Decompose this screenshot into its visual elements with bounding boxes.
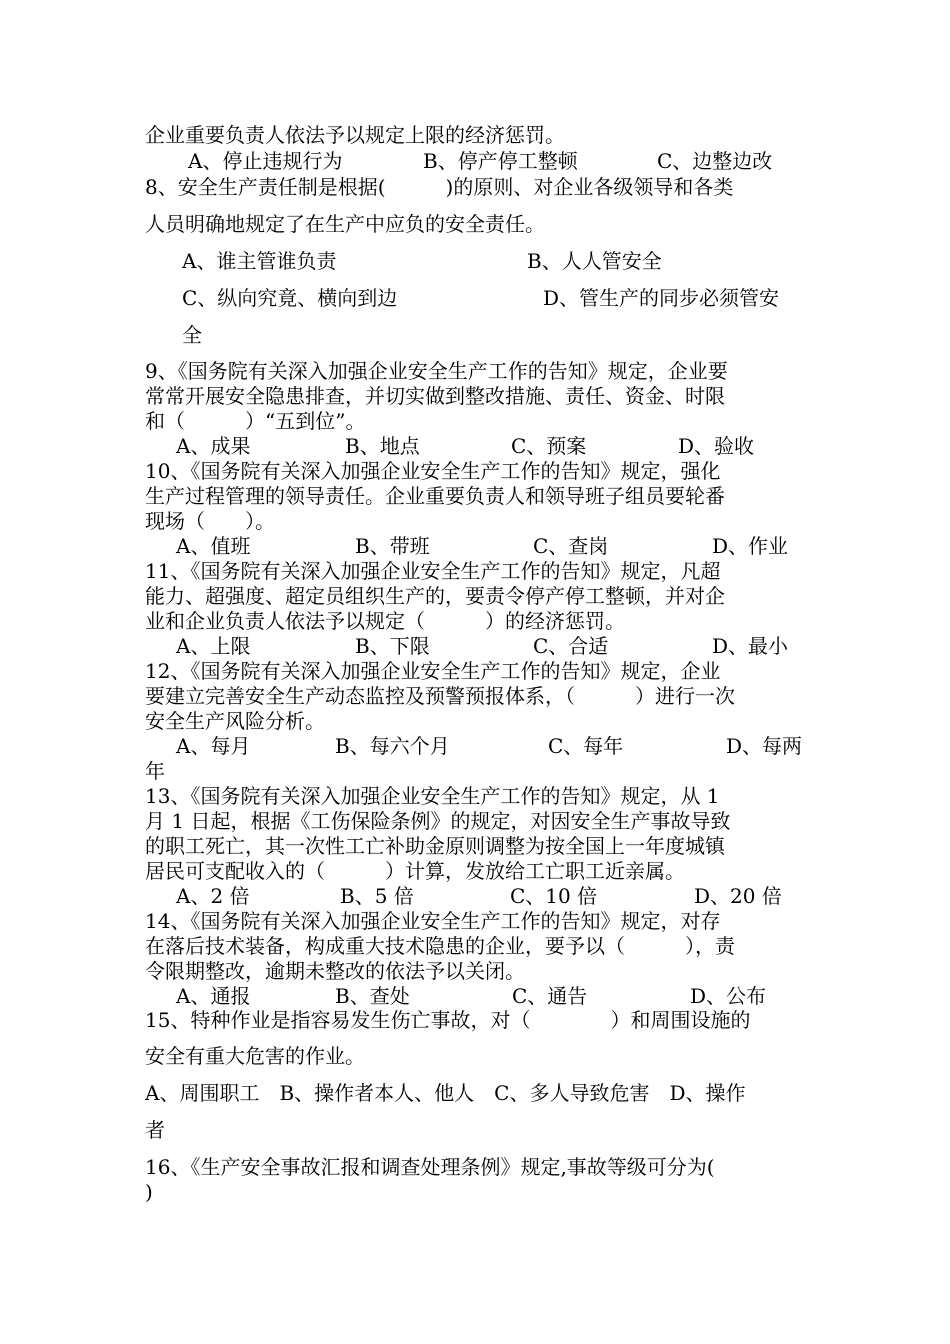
- q8-line-1: 8、安全生产责任制是根据( )的原则、对企业各级领导和各类: [145, 175, 734, 199]
- q9-option-a: A、成果: [176, 434, 251, 458]
- q9-line-3: 和（ ）“五到位”。: [145, 409, 366, 433]
- q15-option-wrap: 者: [145, 1118, 165, 1142]
- q14-option-d: D、公布: [690, 984, 767, 1008]
- q11-line-1: 11、《国务院有关深入加强企业安全生产工作的告知》规定，凡超: [145, 559, 721, 583]
- q14-option-a: A、通报: [176, 984, 251, 1008]
- q8-option-wrap: 全: [182, 323, 202, 347]
- q11-option-a: A、上限: [176, 634, 251, 658]
- q7-option-b: B、停产停工整顿: [423, 149, 578, 173]
- q9-line-1: 9、《国务院有关深入加强企业安全生产工作的告知》规定，企业要: [145, 359, 728, 383]
- intro-line: 企业重要负责人依法予以规定上限的经济惩罚。: [145, 123, 565, 147]
- q11-option-c: C、合适: [533, 634, 609, 658]
- q10-line-2: 生产过程管理的领导责任。企业重要负责人和领导班子组员要轮番: [145, 484, 725, 508]
- q13-line-3: 的职工死亡，其一次性工亡补助金原则调整为按全国上一年度城镇: [145, 834, 725, 858]
- q12-option-b: B、每六个月: [335, 734, 450, 758]
- q10-option-a: A、值班: [176, 534, 251, 558]
- q12-line-2: 要建立完善安全生产动态监控及预警预报体系，（ ）进行一次: [145, 684, 735, 708]
- q13-option-d: D、20 倍: [694, 884, 782, 908]
- q9-option-c: C、预案: [511, 434, 587, 458]
- q15-options-line: A、周围职工 B、操作者本人、他人 C、多人导致危害 D、操作: [145, 1081, 746, 1105]
- q9-line-2: 常常开展安全隐患排查，并切实做到整改措施、责任、资金、时限: [145, 384, 725, 408]
- q8-option-a: A、谁主管谁负责: [182, 249, 337, 273]
- q15-line-1: 15、特种作业是指容易发生伤亡事故，对（ ）和周围设施的: [145, 1008, 751, 1032]
- q12-line-1: 12、《国务院有关深入加强企业安全生产工作的告知》规定，企业: [145, 659, 721, 683]
- q16-line-1: 16、《生产安全事故汇报和调查处理条例》规定,事故等级可分为(: [145, 1155, 715, 1179]
- q11-option-b: B、下限: [355, 634, 430, 658]
- q9-option-b: B、地点: [345, 434, 420, 458]
- q14-option-c: C、通告: [512, 984, 588, 1008]
- q12-option-a: A、每月: [176, 734, 251, 758]
- q8-option-d: D、管生产的同步必须管安: [543, 286, 780, 310]
- q10-line-3: 现场（ ）。: [145, 509, 275, 533]
- q12-option-wrap: 年: [145, 759, 165, 783]
- q12-option-d: D、每两: [726, 734, 803, 758]
- q8-line-2: 人员明确地规定了在生产中应负的安全责任。: [145, 212, 545, 236]
- q13-option-b: B、5 倍: [340, 884, 414, 908]
- q12-option-c: C、每年: [548, 734, 624, 758]
- q8-option-c: C、纵向究竟、横向到边: [182, 286, 398, 310]
- q10-option-b: B、带班: [355, 534, 430, 558]
- q7-option-c: C、边整边改: [657, 149, 773, 173]
- q10-option-d: D、作业: [712, 534, 789, 558]
- q14-line-1: 14、《国务院有关深入加强企业安全生产工作的告知》规定，对存: [145, 909, 721, 933]
- q14-option-b: B、查处: [335, 984, 410, 1008]
- q13-line-1: 13、《国务院有关深入加强企业安全生产工作的告知》规定，从 1: [145, 784, 720, 808]
- q14-line-2: 在落后技术装备，构成重大技术隐患的企业，要予以（ ），责: [145, 934, 735, 958]
- q7-option-a: A、停止违规行为: [188, 149, 343, 173]
- q8-option-b: B、人人管安全: [527, 249, 662, 273]
- q13-option-c: C、10 倍: [510, 884, 598, 908]
- q15-line-2: 安全有重大危害的作业。: [145, 1044, 365, 1068]
- q11-line-3: 业和企业负责人依法予以规定（ ）的经济惩罚。: [145, 609, 625, 633]
- q13-line-2: 月 1 日起，根据《工伤保险条例》的规定，对因安全生产事故导致: [145, 809, 731, 833]
- q12-line-3: 安全生产风险分析。: [145, 709, 325, 733]
- q14-line-3: 令限期整改，逾期未整改的依法予以关闭。: [145, 959, 525, 983]
- q16-line-2: ): [145, 1180, 153, 1204]
- q9-option-d: D、验收: [678, 434, 755, 458]
- q13-line-4: 居民可支配收入的（ ）计算，发放给工亡职工近亲属。: [145, 859, 685, 883]
- q11-line-2: 能力、超强度、超定员组织生产的，要责令停产停工整顿，并对企: [145, 584, 725, 608]
- q11-option-d: D、最小: [712, 634, 789, 658]
- q10-line-1: 10、《国务院有关深入加强企业安全生产工作的告知》规定，强化: [145, 459, 721, 483]
- q10-option-c: C、查岗: [533, 534, 609, 558]
- q13-option-a: A、2 倍: [176, 884, 250, 908]
